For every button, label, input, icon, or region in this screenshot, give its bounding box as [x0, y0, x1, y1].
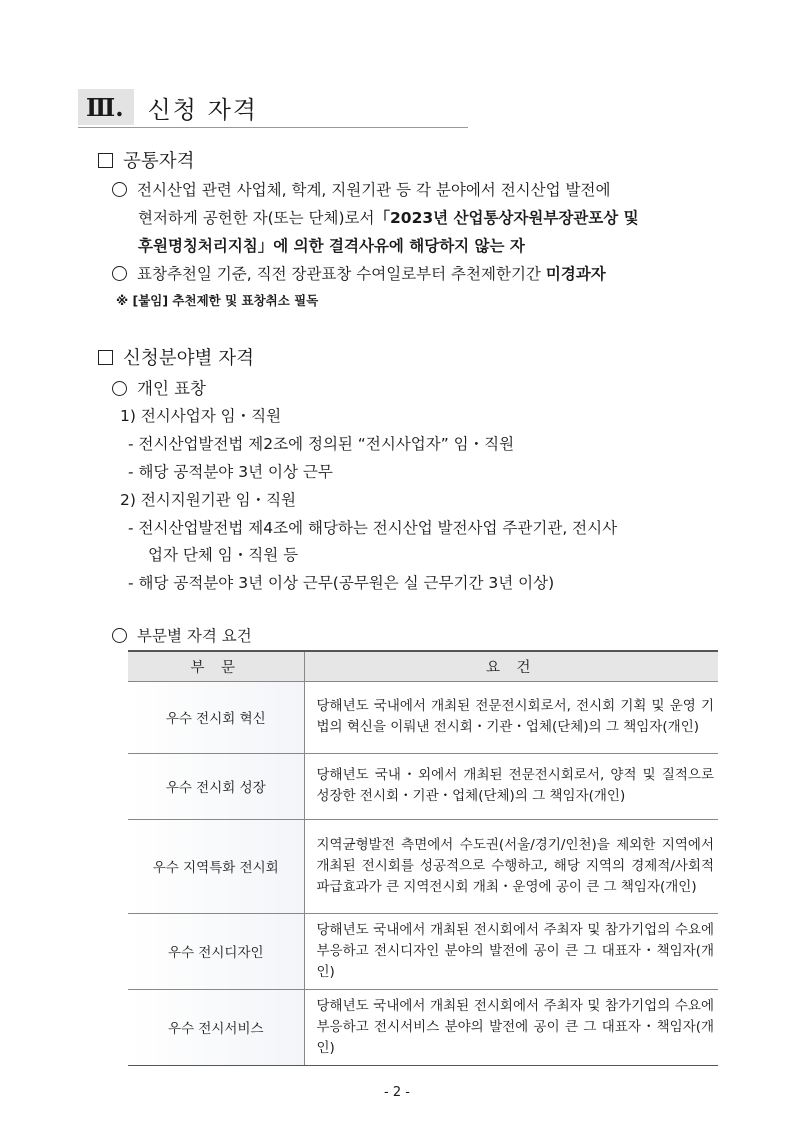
sub1-detail1: - 전시산업발전법 제2조에 정의된 “전시사업자” 임・직원: [128, 435, 515, 453]
section-rule: [78, 127, 468, 128]
circle-bullet-icon: [112, 182, 127, 197]
common-heading: [98, 147, 194, 173]
table-row: [128, 753, 718, 819]
row-requirement: 당해년도 국내・외에서 개최된 전문전시회로서, 양적 및 질적으로 성장한 전시회・기관・업체(단체)의 그 책임자(개인): [304, 753, 718, 819]
table-row: [128, 681, 718, 753]
checkbox-square-icon: [98, 350, 113, 365]
section-heading: [78, 88, 468, 126]
requirements-heading: [112, 624, 252, 646]
row-category: 우수 전시디자인: [128, 913, 304, 989]
sub1-detail2: - 해당 공적분야 3년 이상 근무: [128, 463, 333, 481]
sub2: 2) 전시지원기관 임・직원: [120, 491, 297, 509]
requirements-heading-text: 부문별 자격 요건: [137, 627, 252, 645]
row-category: 우수 전시회 혁신: [128, 681, 304, 753]
common-heading-text: 공통자격: [123, 151, 195, 172]
table-row: [128, 819, 718, 913]
row-requirement: 당해년도 국내에서 개최된 전시회에서 주최자 및 참가기업의 수요에 부응하고 전시서비스 분야의 발전에 공이 큰 그 대표자・책임자(개인): [304, 989, 718, 1065]
field-heading-text: 신청분야별 자격: [123, 348, 254, 369]
row-requirement: 지역균형발전 측면에서 수도권(서울/경기/인천)을 제외한 지역에서 개최된 전시회를 성공적으로 수행하고, 해당 지역의 경제적/사회적 파급효과가 큰 지역전시회 개최・운영에 공이 큰 그 책임자(개인): [304, 819, 718, 913]
common-item2-text: 표창추천일 기준, 직전 장관표창 수여일로부터 추천제한기간: [137, 265, 541, 283]
circle-bullet-icon: [112, 381, 127, 396]
header-category: 부 문: [128, 651, 304, 681]
row-category: 우수 전시서비스: [128, 989, 304, 1065]
common-item2: [112, 262, 606, 284]
table-row: [128, 913, 718, 989]
circle-bullet-icon: [112, 628, 127, 643]
common-item1-line3: 후원명칭처리지침」에 의한 결격사유에 해당하지 않는 자: [138, 237, 525, 255]
circle-bullet-icon: [112, 266, 127, 281]
common-item1-text1: 전시산업 관련 사업체, 학계, 지원기관 등 각 분야에서 전시산업 발전에: [137, 181, 611, 199]
table-header-row: [128, 651, 718, 681]
row-requirement: 당해년도 국내에서 개최된 전문전시회로서, 전시회 기획 및 운영 기법의 혁신을 이뤄낸 전시회・기관・업체(단체)의 그 책임자(개인): [304, 681, 718, 753]
sub2-detail2: - 해당 공적분야 3년 이상 근무(공무원은 실 근무기간 3년 이상): [128, 574, 555, 592]
common-item1-text2b: 「2023년 산업통상자원부장관포상 및: [374, 209, 639, 227]
individual-heading-text: 개인 표창: [137, 379, 207, 398]
common-note: ※ [붙임] 추천제한 및 표창취소 필독: [116, 293, 319, 308]
common-item1-text2a: 현저하게 공헌한 자(또는 단체)로서: [138, 209, 375, 227]
common-item1-line1: [112, 178, 720, 200]
table-row: [128, 989, 718, 1065]
row-category: 우수 전시회 성장: [128, 753, 304, 819]
individual-heading: [112, 375, 206, 399]
page-number: - 2 -: [384, 1085, 410, 1100]
row-requirement: 당해년도 국내에서 개최된 전시회에서 주최자 및 참가기업의 수요에 부응하고 전시디자인 분야의 발전에 공이 큰 그 대표자・책임자(개인): [304, 913, 718, 989]
sub1: 1) 전시사업자 임・직원: [120, 407, 282, 425]
row-category: 우수 지역특화 전시회: [128, 819, 304, 913]
header-requirement: 요 건: [304, 651, 718, 681]
section-number: Ⅲ.: [78, 89, 134, 125]
common-item1-line2: [138, 206, 639, 228]
checkbox-square-icon: [98, 153, 113, 168]
sub2-detail1-line1: - 전시산업발전법 제4조에 해당하는 전시산업 발전사업 주관기관, 전시사: [128, 519, 618, 537]
section-title: 신청 자격: [147, 95, 258, 124]
requirements-table: [128, 650, 718, 1066]
field-heading: [98, 344, 254, 370]
sub2-detail1-line2: 업자 단체 임・직원 등: [148, 546, 299, 564]
common-item2-emphasis: 미경과자: [545, 265, 606, 283]
